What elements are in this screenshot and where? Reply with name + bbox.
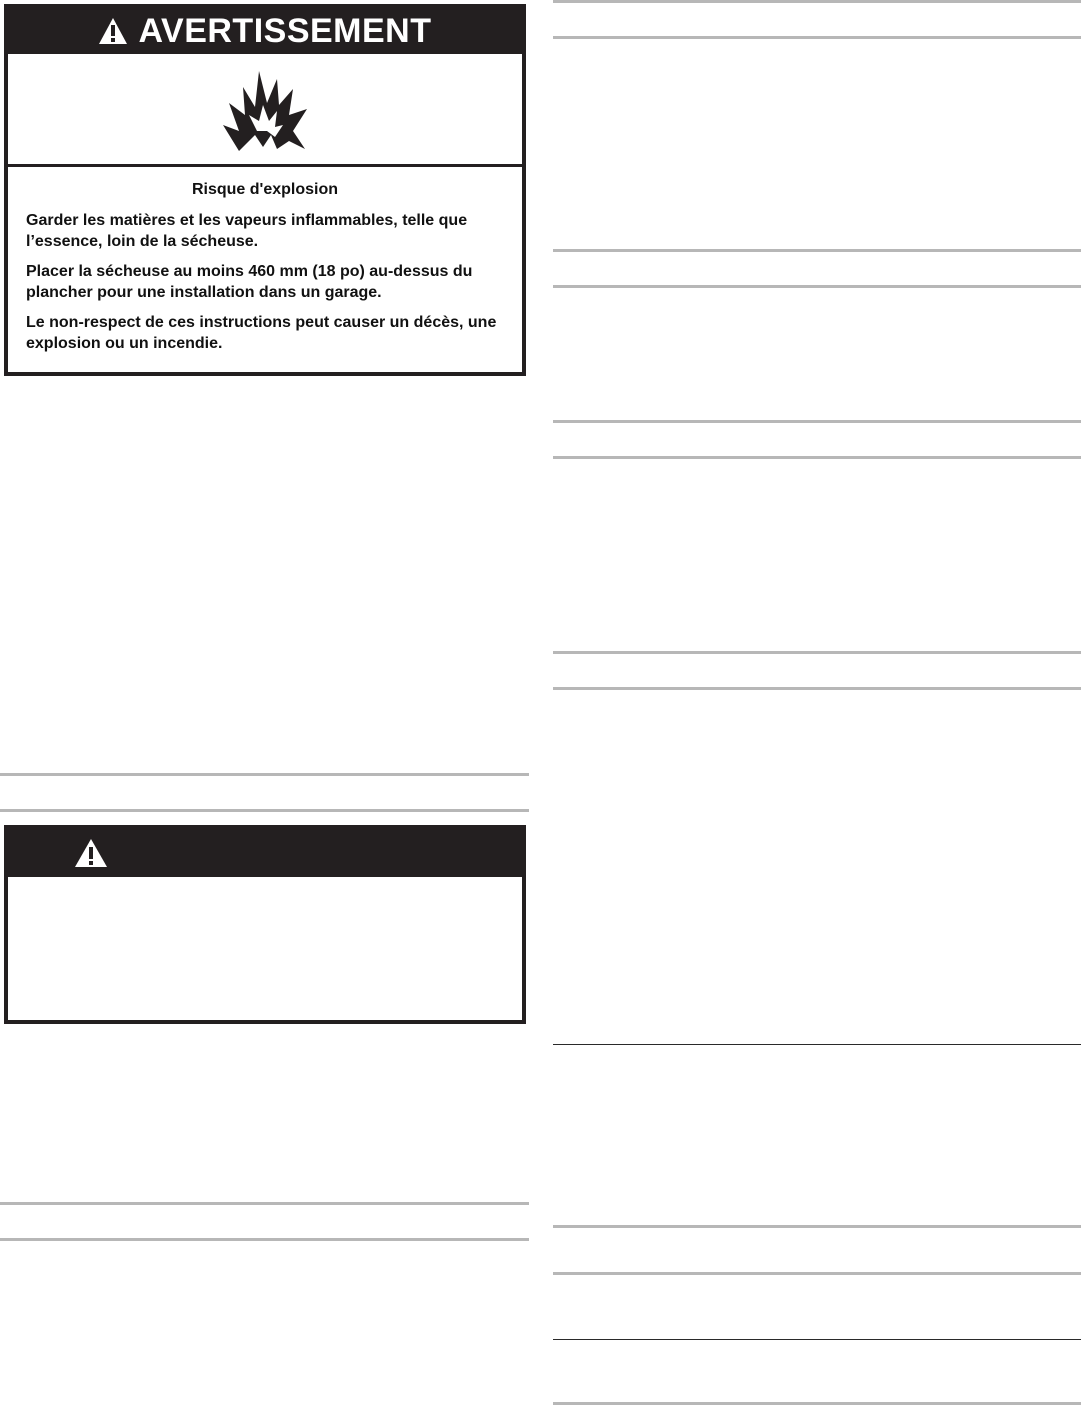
warning-message (8, 167, 522, 373)
warning-title: AVERTISSEMENT (138, 12, 432, 50)
section-rule (553, 687, 1081, 690)
explosion-warning-box (4, 4, 526, 376)
pictogram-row (8, 54, 522, 167)
section-rule (553, 285, 1081, 288)
section-rule (553, 651, 1081, 654)
section-rule (553, 1272, 1081, 1275)
section-rule (553, 1044, 1081, 1045)
warning-paragraph-2: Placer la sécheuse au moins 460 mm (18 po) au-dessus du plancher pour une installation dans un garage. (26, 263, 473, 301)
section-rule (0, 773, 529, 776)
section-rule (553, 1339, 1081, 1340)
warning-triangle-icon (98, 17, 128, 45)
section-rule (553, 1402, 1081, 1405)
section-rule (553, 0, 1081, 3)
warning-header (8, 8, 522, 54)
section-rule (553, 456, 1081, 459)
second-warning-box (4, 825, 526, 1024)
section-rule (0, 809, 529, 812)
section-rule (553, 249, 1081, 252)
section-rule (0, 1202, 529, 1205)
section-rule (553, 1225, 1081, 1228)
explosion-icon (219, 65, 311, 153)
section-rule (553, 36, 1081, 39)
warning-paragraph-1: Garder les matières et les vapeurs inflammables, telle que l’essence, loin de la sécheuse. (26, 212, 468, 250)
warning-triangle-icon (74, 838, 108, 868)
warning-heading: Risque d'explosion (191, 181, 339, 198)
second-warning-header (8, 829, 522, 877)
section-rule (0, 1238, 529, 1241)
warning-paragraph-3: Le non-respect de ces instructions peut causer un décès, une explosion ou un incendie. (26, 314, 497, 352)
section-rule (553, 420, 1081, 423)
